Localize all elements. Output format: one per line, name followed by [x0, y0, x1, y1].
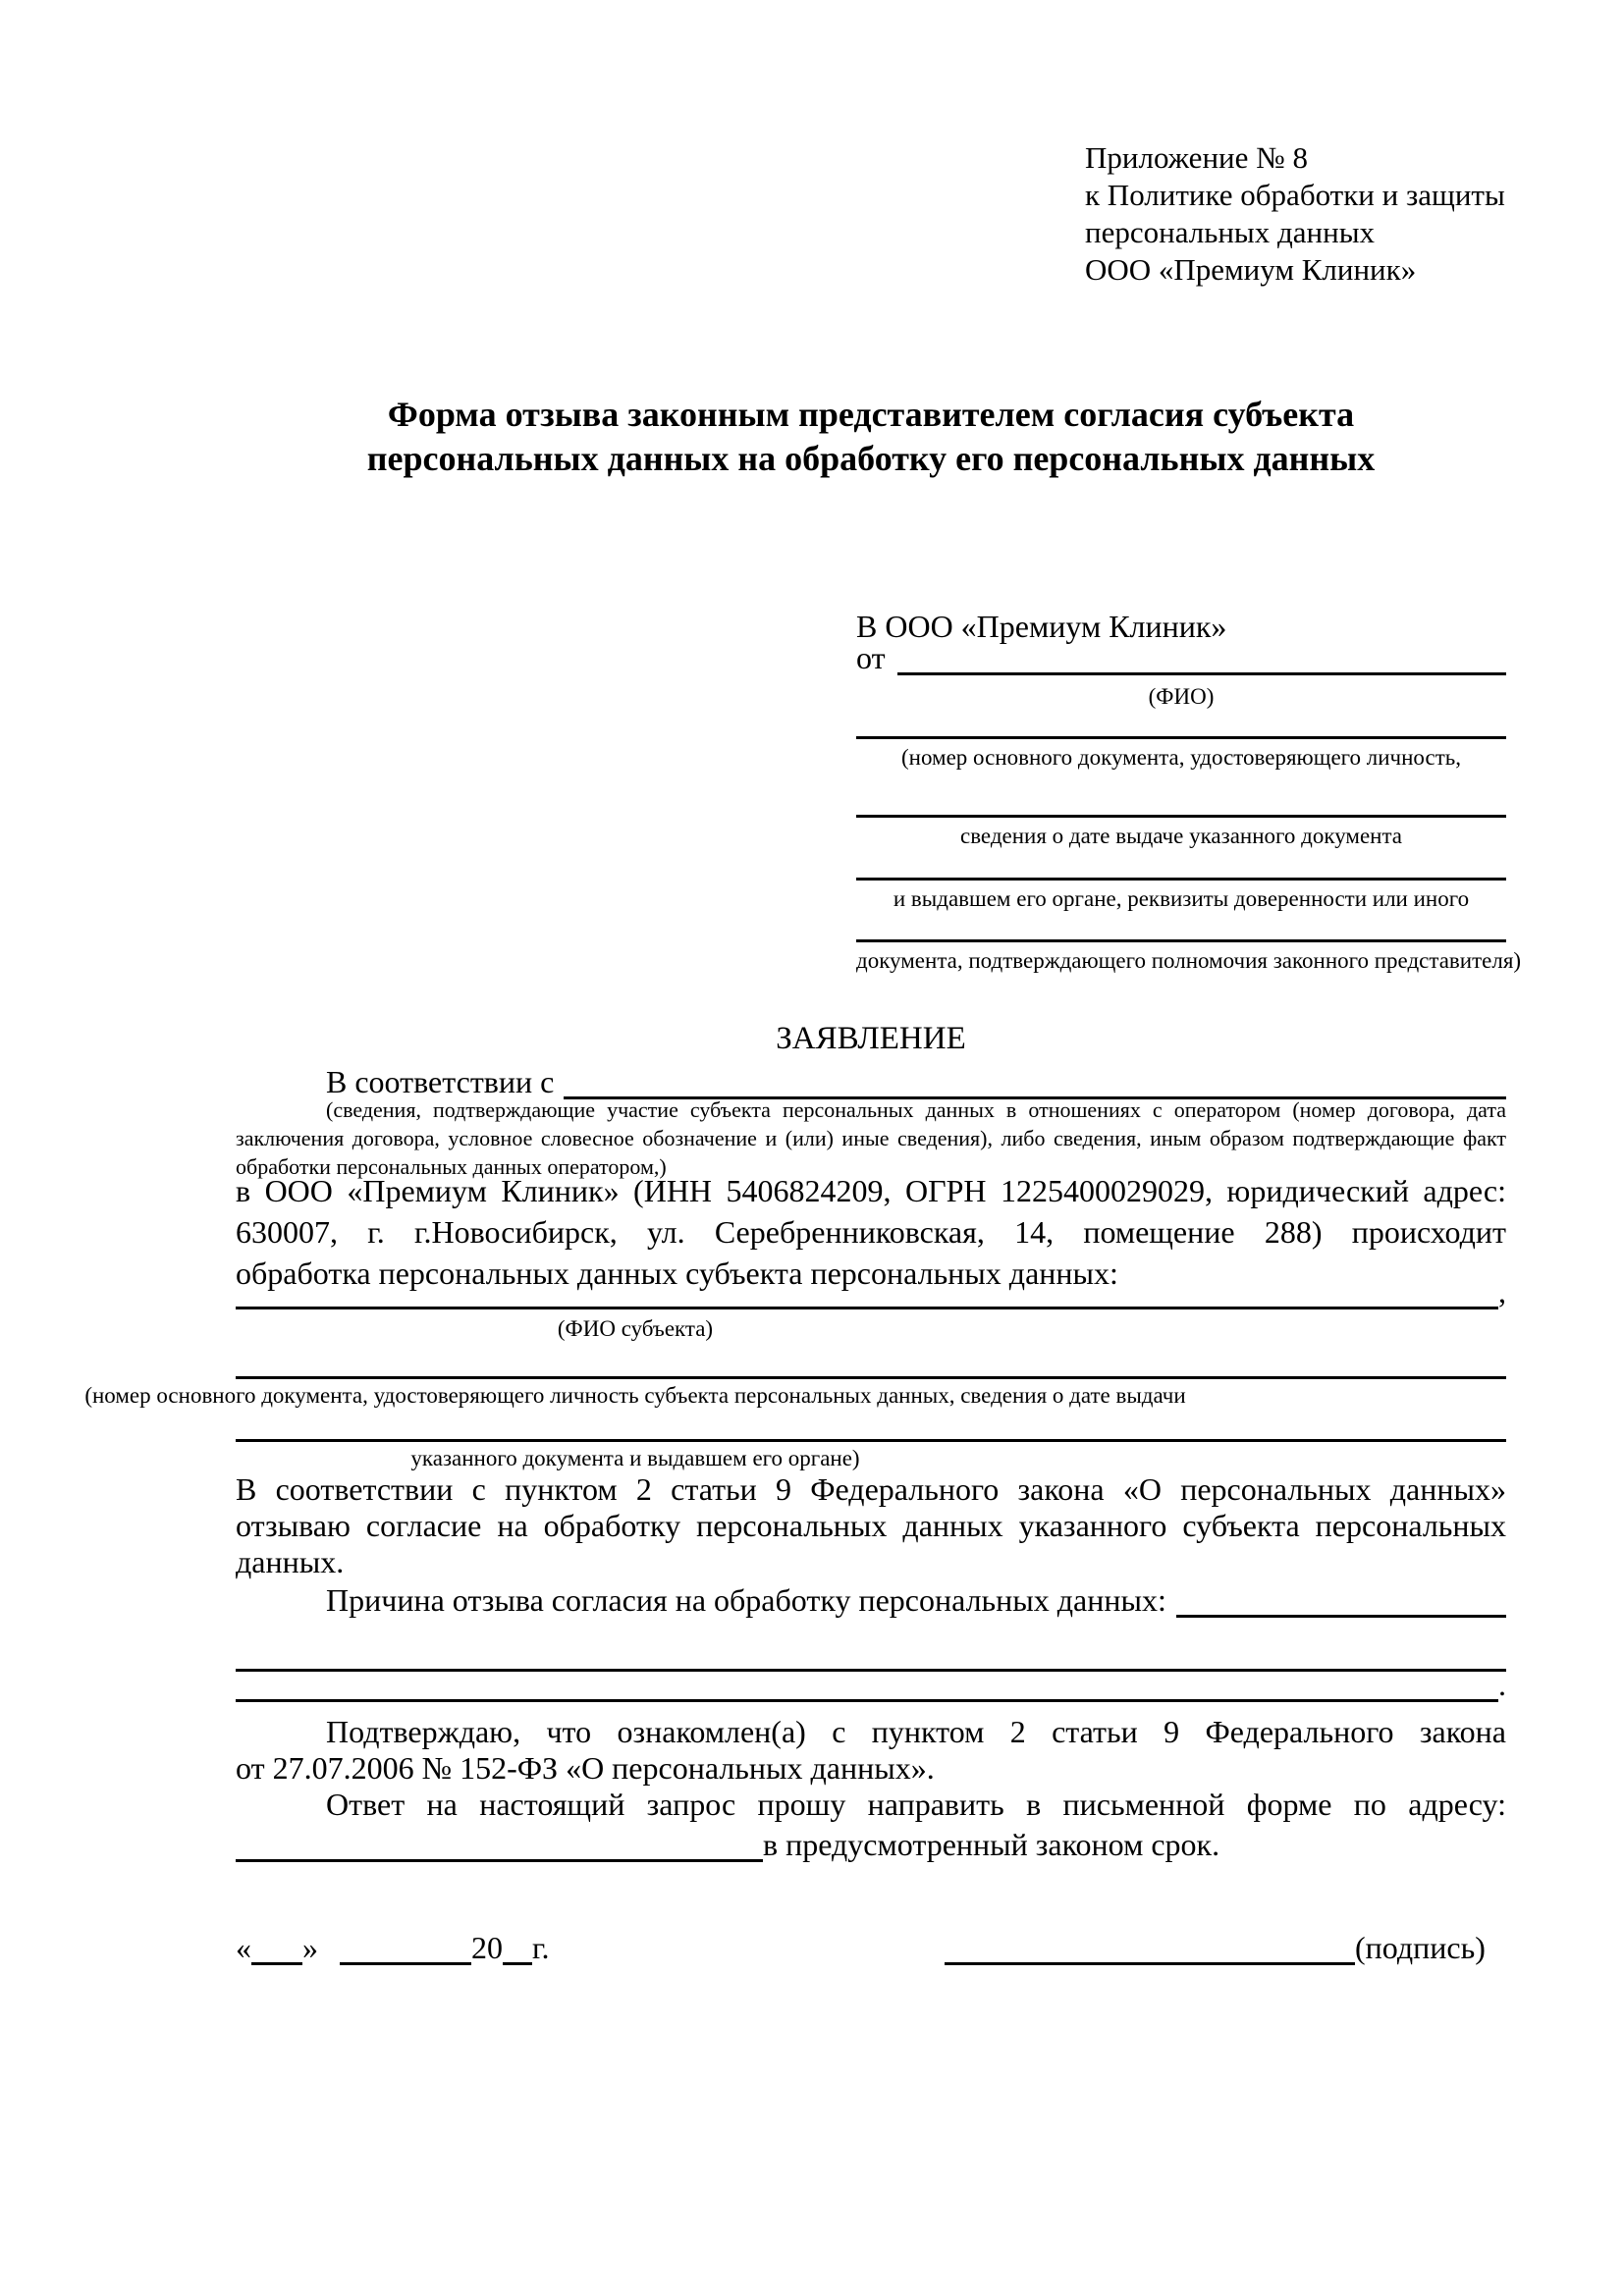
- footer-row: [236, 1924, 1506, 1965]
- page-title-line: Форма отзыва законным представителем согласия субъекта: [387, 395, 1355, 434]
- appendix-line: к Политике обработки и защиты: [1085, 178, 1505, 212]
- from-field: [856, 636, 1506, 675]
- withdraw-line: В соответствии с пунктом 2 статьи 9 Федерального закона «О персональных данных»: [236, 1471, 1506, 1507]
- date-year-suffix: г.: [532, 1930, 550, 1966]
- trailing-period: .: [1498, 1667, 1506, 1703]
- fio-caption: (ФИО): [1148, 684, 1215, 709]
- addressee-organization: В ООО «Премиум Клиник»: [856, 609, 1227, 644]
- date-year-blank: [503, 1921, 532, 1965]
- date-open-quote: «: [236, 1930, 251, 1966]
- blank-line: [236, 1699, 1498, 1702]
- operator-line: обработка персональных данных субъекта персональных данных:: [236, 1255, 1118, 1291]
- note-line: обработки персональных данных оператором,): [236, 1154, 667, 1179]
- fio-subject-blank-line: [236, 1307, 1498, 1309]
- page-title-line: персональных данных на обработку его персональных данных: [366, 439, 1376, 478]
- reason-field: [236, 1576, 1506, 1618]
- appendix-line: ООО «Премиум Клиник»: [1085, 252, 1417, 287]
- from-label: от: [856, 640, 886, 676]
- subject-doc-caption: указанного документа и выдавшем его органе): [410, 1446, 860, 1470]
- note-line: (сведения, подтверждающие участие субъекта персональных данных в отношениях с оператором (номер договора, дата: [326, 1097, 1506, 1122]
- from-blank-line: [897, 672, 1506, 675]
- reply-tail: в предусмотренный законом срок.: [763, 1827, 1220, 1863]
- accordance-field: [236, 1060, 1506, 1099]
- signature-field: [945, 1924, 1486, 1965]
- doc-caption: (номер основного документа, удостоверяющего личность,: [900, 745, 1461, 770]
- withdraw-line: отзываю согласие на обработку персональных данных указанного субъекта персональных: [236, 1508, 1506, 1543]
- fio-subject-caption: (ФИО субъекта): [557, 1316, 714, 1341]
- doc-blank-line: [856, 777, 1506, 818]
- address-blank-line: [236, 1820, 763, 1862]
- operator-line: 630007, г. г.Новосибирск, ул. Серебренниковская, 14, помещение 288) происходит: [236, 1214, 1506, 1250]
- doc-blank-line: [856, 840, 1506, 881]
- date-field: [236, 1924, 550, 1965]
- doc-blank-line: [856, 902, 1506, 942]
- address-field: [236, 1823, 1506, 1862]
- fio-subject-field: [236, 1272, 1506, 1309]
- appendix-block: [1085, 139, 1505, 289]
- reason-blank-line-2: [236, 1663, 1506, 1702]
- confirm-line: от 27.07.2006 № 152-ФЗ «О персональных данных».: [236, 1750, 935, 1786]
- reply-paragraph: Ответ на настоящий запрос прошу направить в письменной форме по адресу:: [326, 1787, 1506, 1822]
- withdraw-line: данных.: [236, 1544, 345, 1579]
- reason-label: Причина отзыва согласия на обработку персональных данных:: [326, 1582, 1166, 1619]
- doc-caption: и выдавшем его органе, реквизиты доверенности или иного: [893, 886, 1470, 911]
- note-paragraph: [236, 1095, 1506, 1181]
- note-line: заключения договора, условное словесное обозначение и (или) иные сведения), либо сведения, иным образом подтверждающие факт: [236, 1126, 1506, 1150]
- date-year-prefix: 20: [471, 1930, 503, 1966]
- appendix-line: Приложение № 8: [1085, 140, 1308, 175]
- operator-line: в ООО «Премиум Клиник» (ИНН 5406824209, ОГРН 1225400029029, юридический адрес:: [236, 1173, 1506, 1208]
- signature-caption: (подпись): [1355, 1930, 1486, 1966]
- date-month-blank: [340, 1921, 471, 1965]
- appendix-line: персональных данных: [1085, 215, 1376, 249]
- withdraw-paragraph: [236, 1471, 1506, 1580]
- subject-doc-caption: (номер основного документа, удостоверяющего личность субъекта персональных данных, сведения о дате выдачи: [84, 1383, 1186, 1408]
- signature-blank-line: [945, 1921, 1355, 1965]
- date-close-quote: »: [302, 1930, 318, 1966]
- trailing-comma: ,: [1498, 1274, 1506, 1310]
- subject-doc-blank-line: [236, 1402, 1506, 1442]
- doc-blank-line: [856, 699, 1506, 739]
- accordance-label: В соответствии с: [326, 1064, 555, 1100]
- doc-caption: документа, подтверждающего полномочия законного представителя): [856, 948, 1522, 973]
- date-day-blank: [251, 1921, 302, 1965]
- confirm-paragraph: [236, 1714, 1506, 1787]
- doc-caption: сведения о дате выдаче указанного документа: [959, 824, 1403, 848]
- reason-blank-line: [1176, 1615, 1506, 1618]
- subject-doc-blank-line: [236, 1339, 1506, 1379]
- statement-heading: ЗАЯВЛЕНИЕ: [776, 1021, 966, 1056]
- page-title: [236, 393, 1506, 481]
- confirm-line: Подтверждаю, что ознакомлен(а) с пунктом 2 статьи 9 Федерального закона: [326, 1714, 1506, 1749]
